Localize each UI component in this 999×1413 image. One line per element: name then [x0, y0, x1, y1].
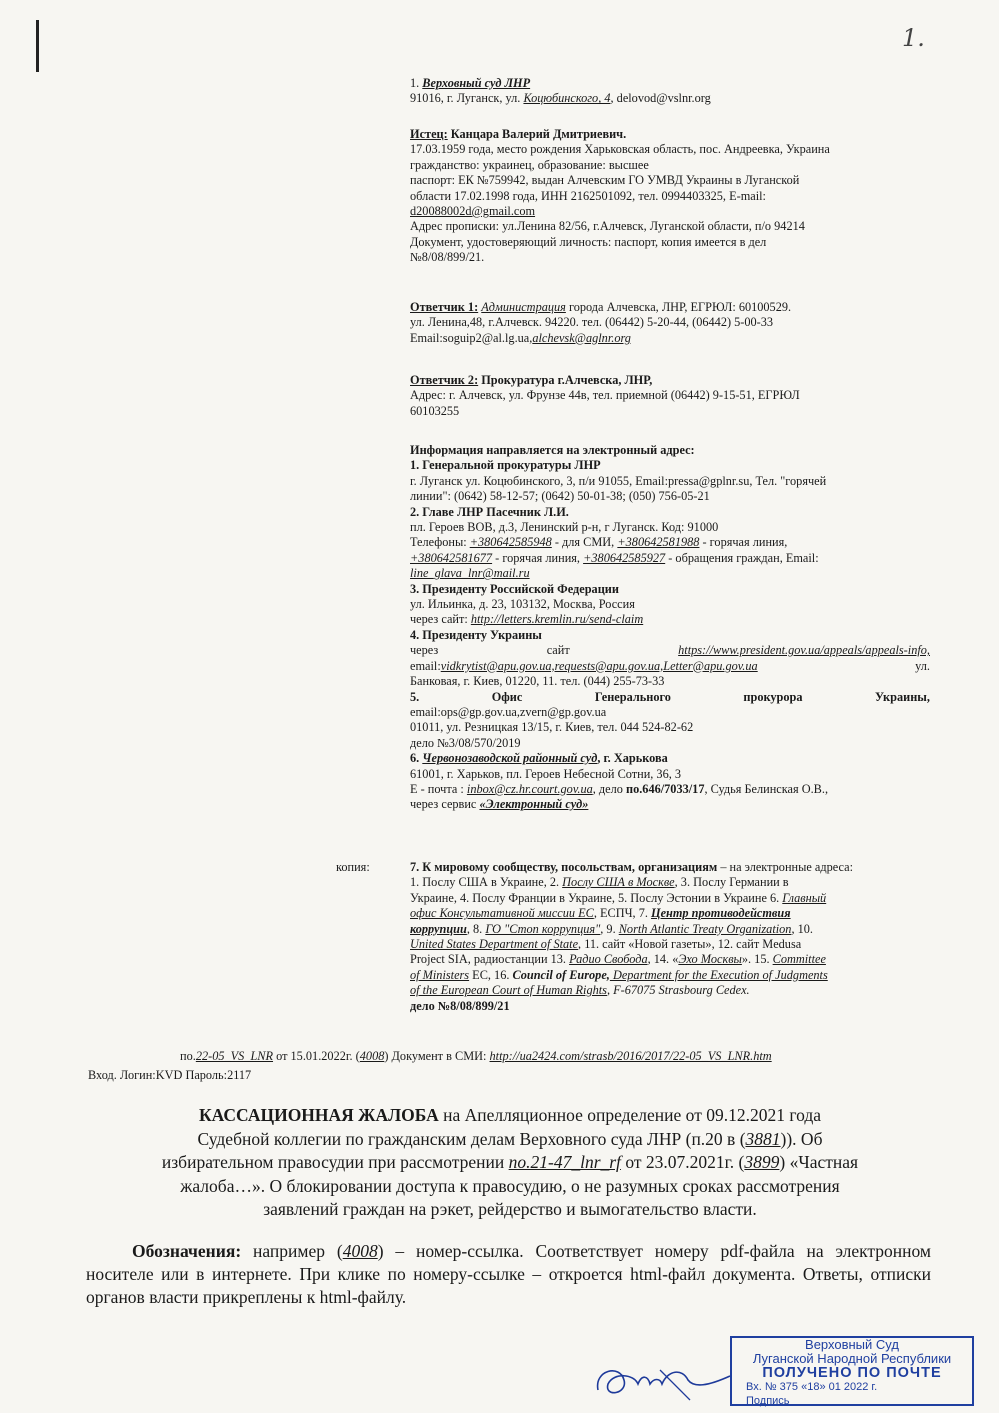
- recipient-6-address: 61001, г. Харьков, пл. Героев Небесной Сотни, 36, 3: [410, 766, 682, 781]
- recipient-6-service-label: через сервис: [410, 797, 480, 812]
- copies-line2: Украине, 4. Послу Франции в Украине, 5. Послу Эстонии в Украине 6.: [410, 890, 783, 905]
- stamp-received: ПОЛУЧЕНО ПО ПОЧТЕ: [762, 1365, 942, 1381]
- respondent1-block: [410, 300, 930, 346]
- plaintiff-document: Документ, удостоверяющий личность: паспорт, копия имеется в дел: [410, 234, 767, 249]
- recipient-6-case: по.646/7033/17: [625, 781, 705, 796]
- plaintiff-name: Канцара Валерий Дмитриевич.: [447, 127, 627, 141]
- recipient-1-line1: г. Луганск ул. Коцюбинского, 3, п/и 91055, Email:pressa@gplnr.su, Тел. "горячей: [410, 473, 827, 488]
- copies-label: копия:: [336, 860, 370, 874]
- document-title: [110, 1104, 910, 1222]
- title-line3-date: от 23.07.2021г. (: [620, 1152, 745, 1172]
- court-index: 1.: [410, 76, 423, 90]
- recipient-5-case: дело №3/08/570/2019: [410, 735, 521, 750]
- plaintiff-email-link[interactable]: d20088002d@gmail.com: [410, 204, 536, 219]
- us-ambassador-moscow-link[interactable]: Послу США в Москве: [562, 875, 675, 890]
- recipient-2-line1: пл. Героев ВОВ, д.3, Ленинский р-н, г Луганск. Код: 91000: [410, 520, 719, 535]
- ref-num-link[interactable]: 4008: [359, 1049, 385, 1063]
- copies-line4-sep1: , 8.: [466, 921, 486, 936]
- info-header: Информация направляется на электронный адрес:: [410, 443, 695, 457]
- phone-link-1[interactable]: +380642585948: [469, 535, 552, 550]
- recipient-4-email-label: email:: [410, 658, 441, 673]
- eu-mission-link-b[interactable]: офис Консультативной миссии ЕС: [410, 906, 594, 921]
- recipient-2-phone-note-4: - обращения граждан, Email:: [665, 550, 819, 565]
- recipient-2-title: 2. Главе ЛНР Пасечник Л.И.: [410, 504, 569, 519]
- respondent2-egrul: 60103255: [410, 403, 460, 418]
- plaintiff-passport: паспорт: ЕК №759942, выдан Алчевским ГО УМВД Украины в Луганской: [410, 173, 800, 188]
- president-ua-link[interactable]: https://www.president.gov.ua/appeals/appeals-info,: [678, 643, 930, 658]
- council-of-europe: Council of Europe,: [512, 967, 610, 982]
- recipient-1-title: 1. Генеральной прокуратуры ЛНР: [410, 458, 601, 473]
- anticorruption-center-link-a[interactable]: Центр противодействия: [651, 906, 791, 921]
- recipient-6-city: , г. Харькова: [597, 751, 668, 766]
- legend-label: Обозначения:: [132, 1241, 242, 1261]
- recipient-6-case-label: , дело: [592, 781, 626, 796]
- title-line2-end: )). Об: [780, 1128, 823, 1149]
- recipients-block: [410, 443, 930, 813]
- stop-corruption-link[interactable]: ГО "Стоп коррупция": [485, 921, 601, 936]
- title-line2: Судебной коллегии по гражданским делам Верховного суда ЛНР (п.20 в (: [197, 1128, 746, 1149]
- court-block: [410, 76, 930, 107]
- recipient-3-site-label: через сайт:: [410, 612, 471, 627]
- respondent1-address: ул. Ленина,48, г.Алчевск. 94220. тел. (06442) 5-20-44, (06442) 5-00-33: [410, 315, 774, 330]
- stamp-court: Верховный Суд: [805, 1337, 899, 1352]
- plaintiff-address: Адрес прописки: ул.Ленина 82/56, г.Алчевск, Луганской области, п/о 94214: [410, 219, 805, 234]
- ref-prefix: по.: [180, 1049, 196, 1063]
- reference-line: [180, 1049, 930, 1064]
- dept-execution-link-b[interactable]: of the European Court of Human Rights: [410, 983, 607, 998]
- legend-ref-4008-link[interactable]: 4008: [342, 1241, 378, 1261]
- court-name-link[interactable]: Верховный суд ЛНР: [422, 76, 531, 90]
- legend-paragraph: [86, 1240, 931, 1309]
- copies-line4-sep2: , 9.: [600, 921, 619, 936]
- plaintiff-issued: области 17.02.1998 года, ИНН 2162501092, тел. 0994403325, E-mail:: [410, 188, 766, 203]
- recipient-2-phone-note-3: - горячая линия,: [492, 550, 584, 565]
- recipient-2-phone-note-2: - горячая линия,: [699, 535, 788, 550]
- title-line1: на Апелляционное определение от 09.12.2021 года: [438, 1105, 822, 1125]
- title-ref-3899-link[interactable]: 3899: [744, 1152, 780, 1172]
- ref-doc-link[interactable]: 22-05_VS_LNR: [195, 1049, 274, 1063]
- page-margin-mark: [36, 20, 39, 72]
- handwritten-signature: [590, 1350, 740, 1410]
- anticorruption-center-link-b[interactable]: коррупции: [410, 921, 467, 936]
- electronic-court-link[interactable]: «Электронный суд»: [479, 797, 589, 812]
- plaintiff-label: Истец:: [410, 127, 448, 141]
- copies-case-number: дело №8/08/899/21: [410, 998, 510, 1013]
- recipient-4-via: через: [410, 643, 439, 658]
- title-bold: КАССАЦИОННАЯ ЖАЛОБА: [198, 1105, 439, 1125]
- respondent2-label: Ответчик 2:: [410, 373, 479, 387]
- copies-line1-rest: , 3. Послу Германии в: [674, 875, 789, 890]
- committee-of-ministers-link-a[interactable]: Committee: [772, 952, 826, 967]
- recipient-6-judge: , Судья Белинская О.В.,: [704, 781, 829, 796]
- recipient-5-email: email:ops@gp.gov.ua,zvern@gp.gov.ua: [410, 704, 607, 719]
- court-street-link[interactable]: Коцюбинского, 4: [523, 91, 611, 106]
- respondent1-org-rest: города Алчевска, ЛНР, ЕГРЮЛ: 60100529.: [565, 300, 792, 314]
- ref-media-label: ) Документ в СМИ:: [384, 1049, 490, 1063]
- recipient-4-street: ул.: [915, 658, 930, 673]
- ref-url-link[interactable]: http://ua2424.com/strasb/2016/2017/22-05_VS_LNR.htm: [489, 1049, 772, 1063]
- president-ua-emails-link[interactable]: vidkrytist@apu.gov.ua,requests@apu.gov.ua,Letter@apu.gov.ua: [440, 658, 758, 673]
- ref-date: от 15.01.2022г. (: [273, 1049, 360, 1063]
- recipient-5-title: 5. Офис Генерального прокурора Украины,: [410, 689, 930, 704]
- title-line3-end: ) «Частная: [779, 1152, 859, 1172]
- court-email-link[interactable]: inbox@cz.hr.court.gov.ua: [466, 781, 593, 796]
- respondent1-label: Ответчик 1:: [410, 300, 479, 314]
- respondent2-name: Прокуратура г.Алчевска, ЛНР,: [478, 373, 653, 387]
- court-address: 91016, г. Луганск, ул.: [410, 91, 524, 106]
- recipient-2-email-link[interactable]: line_glava_lnr@mail.ru: [410, 566, 530, 581]
- recipient-1-line2: линии": (0642) 58-12-57; (0642) 50-01-38; (050) 756-05-21: [410, 489, 710, 504]
- us-state-dept-link[interactable]: United States Department of State: [410, 937, 579, 952]
- echo-moskvy-link[interactable]: Эхо Москвы: [678, 952, 742, 967]
- copies-line5-rest: , 11. сайт «Новой газеты», 12. сайт Medusa: [578, 937, 802, 952]
- chervonozavodsky-court-link[interactable]: Червонозаводской районный суд: [422, 751, 598, 766]
- copies-line3-rest: , ЕСПЧ, 7.: [593, 906, 652, 921]
- copies-line7-sep: ЕС, 16.: [469, 967, 513, 982]
- login-line: Вход. Логин:KVD Пароль:2117: [88, 1068, 252, 1082]
- title-case-link[interactable]: по.21-47_lnr_rf: [508, 1152, 621, 1172]
- plaintiff-citizenship: гражданство: украинец, образование: высшее: [410, 157, 649, 172]
- stamp-signature-label: Подпись: [746, 1395, 790, 1407]
- copies-line6: Project SIA, радиостанции 13.: [410, 952, 570, 967]
- phone-link-3[interactable]: +380642581677: [410, 550, 493, 565]
- recipient-2-phones-label: Телефоны:: [410, 535, 470, 550]
- recipient-5-address: 01011, ул. Резницкая 13/15, г. Киев, тел. 044 524-82-62: [410, 720, 694, 735]
- committee-of-ministers-link-b[interactable]: of Ministers: [410, 967, 470, 982]
- copies-line6-sep1: , 14. «: [647, 952, 679, 967]
- stamp-republic: Луганской Народной Республики: [752, 1351, 952, 1366]
- recipient-6-email-label: Е - почта :: [410, 781, 467, 796]
- received-stamp: [730, 1336, 974, 1406]
- radio-svoboda-link[interactable]: Радио Свобода: [569, 952, 648, 967]
- respondent2-block: [410, 373, 930, 419]
- phone-link-2[interactable]: +380642581988: [617, 535, 700, 550]
- respondent1-org-link[interactable]: Администрация: [481, 300, 566, 314]
- recipient-4-address: Банковая, г. Киев, 01220, 11. тел. (044) 255-73-33: [410, 674, 665, 689]
- respondent1-email-link[interactable]: alchevsk@aglnr.org: [532, 330, 631, 345]
- plaintiff-case: №8/08/899/21.: [410, 250, 485, 265]
- title-line3: избирательном правосудии при рассмотрении: [161, 1152, 509, 1172]
- plaintiff-block: [410, 127, 930, 266]
- recipient-3-title: 3. Президенту Российской Федерации: [410, 581, 619, 596]
- eu-mission-link-a[interactable]: Главный: [782, 890, 827, 905]
- recipient-2-phone-note-1: - для СМИ,: [551, 535, 618, 550]
- copies-title-rest: – на электронные адреса:: [717, 860, 854, 874]
- recipient-4-site: сайт: [546, 643, 570, 658]
- copies-line4-sep3: , 10.: [791, 921, 813, 936]
- copies-block: [410, 860, 930, 1014]
- nato-link[interactable]: North Atlantic Treaty Organization: [618, 921, 792, 936]
- respondent2-address: Адрес: г. Алчевск, ул. Фрунзе 44в, тел. приемной (06442) 9-15-51, ЕГРЮЛ: [410, 388, 800, 403]
- title-ref-3881-link[interactable]: 3881: [745, 1128, 781, 1149]
- recipient-4-title: 4. Президенту Украины: [410, 627, 542, 642]
- title-line4: жалоба…». О блокировании доступа к правосудию, о не разумных сроках рассмотрения: [180, 1175, 840, 1196]
- respondent1-email: Email:soguip2@al.lg.ua,: [410, 330, 533, 345]
- recipient-3-line1: ул. Ильинка, д. 23, 103132, Москва, Россия: [410, 597, 635, 612]
- recipient-6-index: 6.: [410, 751, 423, 766]
- phone-link-4[interactable]: +380642585927: [583, 550, 666, 565]
- kremlin-link[interactable]: http://letters.kremlin.ru/send-claim: [470, 612, 644, 627]
- copies-line6-sep2: ». 15.: [741, 952, 773, 967]
- plaintiff-birth: 17.03.1959 года, место рождения Харьковская область, пос. Андреевка, Украина: [410, 142, 830, 157]
- page-number: 1.: [902, 24, 925, 52]
- legend-intro: например (: [241, 1241, 343, 1261]
- title-line5: заявлений граждан на рэкет, рейдерство и вымогательство власти.: [263, 1199, 757, 1219]
- copies-line1: 1. Послу США в Украине, 2.: [410, 875, 563, 890]
- dept-execution-link-a[interactable]: Department for the Execution of Judgments: [609, 967, 828, 982]
- legend-text: ) – номер-ссылка. Соответствует номеру pdf-файла на электронном носителе или в интернете. При клике по номеру-ссылке – откроется html-файл документа. Ответы, отписки органов власти прикреплены к html-файлу.: [86, 1241, 931, 1307]
- copies-line8-rest: , F-67075 Strasbourg Cedex.: [606, 983, 750, 998]
- stamp-incoming-number: Вх. № 375 «18» 01 2022 г.: [746, 1381, 878, 1393]
- court-email: , delovod@vslnr.org: [610, 91, 711, 106]
- copies-title: 7. К мировому сообществу, посольствам, организациям: [410, 860, 718, 874]
